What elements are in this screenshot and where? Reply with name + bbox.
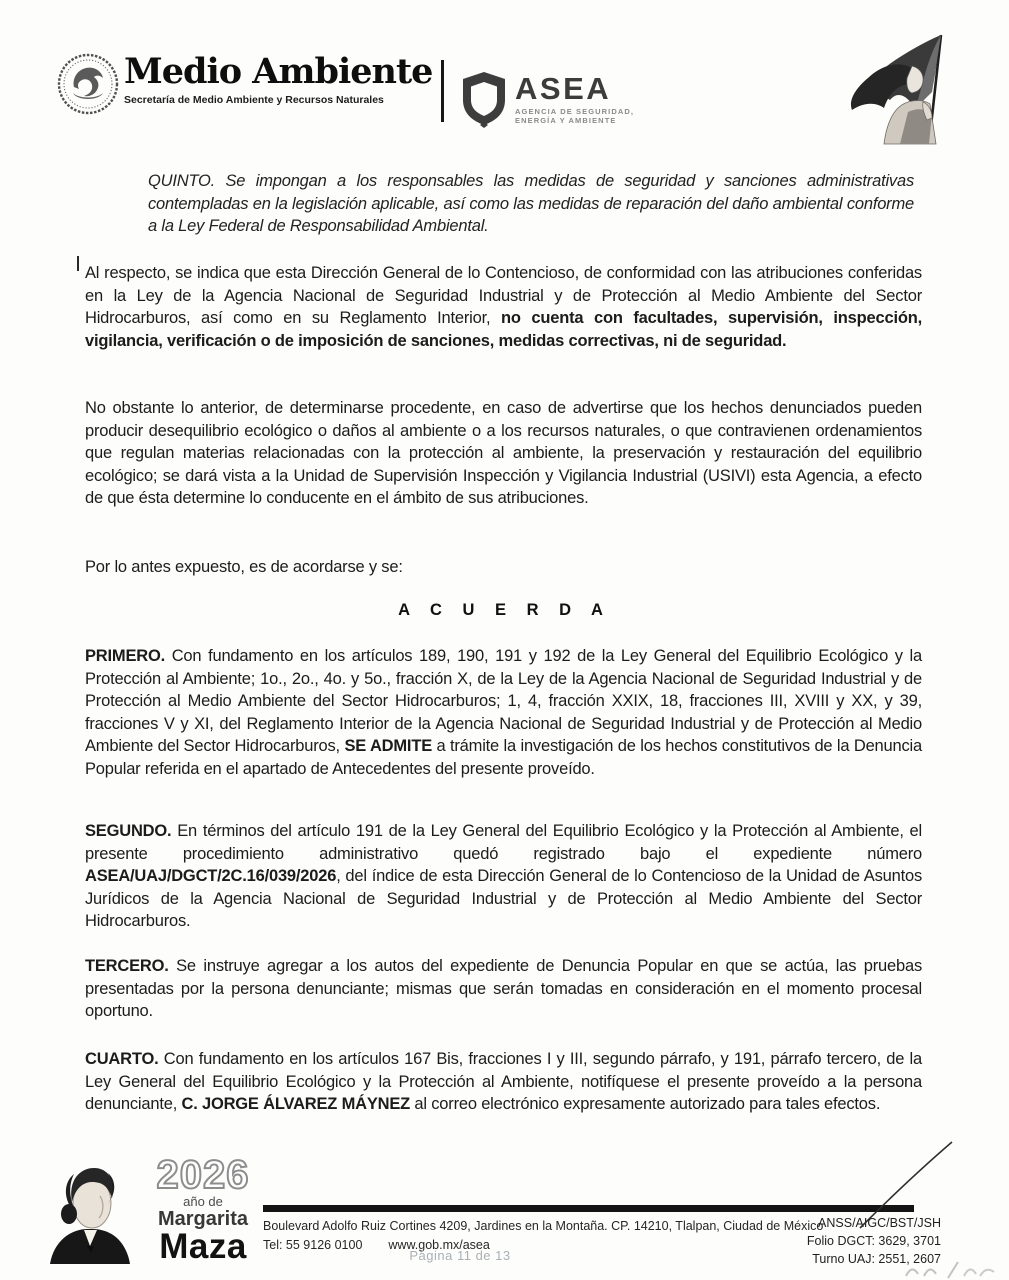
footer-address-line1: Boulevard Adolfo Ruiz Cortines 4209, Jardines en la Montaña. CP. 14210, Tlalpan, Ciudad de México xyxy=(263,1219,824,1233)
text-segment: Con fundamento en los artículos 167 Bis, fracciones I y III, segundo párrafo, y 191, párrafo tercero, de la Ley General del Equilibrio Ecológico y la Protección al Ambiente, notifíquese el presente proveído a la persona denunciante, xyxy=(85,1050,922,1114)
asea-text xyxy=(515,70,634,128)
paragraph-por-lo-expuesto xyxy=(85,556,922,579)
header-divider xyxy=(441,60,444,122)
text-segment: al correo electrónico expresamente autorizado para tales efectos. xyxy=(410,1095,881,1114)
footer-divider-bar xyxy=(263,1205,914,1212)
year-badge-line1: año de xyxy=(183,1194,223,1209)
footer-website: www.gob.mx/asea xyxy=(388,1238,490,1252)
paragraph-tercero xyxy=(85,955,922,1023)
year-badge-text xyxy=(142,1153,264,1266)
brand-title: Medio Ambiente xyxy=(124,51,433,92)
margarita-maza-portrait xyxy=(42,1156,136,1264)
text-segment: Por lo antes expuesto, es de acordarse y se: xyxy=(85,558,403,576)
text-segment-bold: TERCERO. xyxy=(85,957,169,975)
paragraph-quinto xyxy=(148,170,914,238)
paragraph-cuarto xyxy=(85,1048,922,1116)
paragraph-segundo xyxy=(85,820,922,933)
text-segment: QUINTO. Se impongan a los responsables las medidas de seguridad y sanciones administrativas contempladas en la legislación aplicable, así como las medidas de reparación del daño ambiental conforme a la Ley Federal de Responsabilidad Ambiental. xyxy=(148,172,914,236)
flag-bearer-artwork xyxy=(828,30,994,148)
asea-acronym: ASEA xyxy=(515,71,612,106)
signature-stroke xyxy=(848,1138,960,1234)
asea-logo xyxy=(461,70,634,128)
text-segment: Con fundamento en los artículos 189, 190, 191 y 192 de la Ley General del Equilibrio Ecológico y la Protección al Ambiente; 1o., 2o., 4o. y 5o., fracción X, de la Ley de la Agencia Nacional de Seguridad Industrial y de Protección al Medio Ambiente del Sector Hidrocarburos; 1, 4, fracción XXIX, 18, fracciones III, XVIII y XX, y 39, fracciones V y XI, del Reglamento Interior de la Agencia Nacional de Seguridad Industrial y de Protección al Medio Ambiente del Sector Hidrocarburos, xyxy=(85,647,922,756)
text-segment-bold: SE ADMITE xyxy=(344,737,433,756)
text-segment: Se instruye agregar a los autos del expediente de Denuncia Popular en que se actúa, las pruebas presentadas por la persona denunciante; mismas que serán tomadas en consideración en el momento procesal oportuno. xyxy=(85,957,922,1021)
brand-subtitle: Secretaría de Medio Ambiente y Recursos Naturales xyxy=(124,94,384,106)
page-number: Página 11 de 13 xyxy=(409,1248,511,1263)
year-badge-line2: Margarita xyxy=(157,1208,249,1230)
footer-ref-turno: Turno UAJ: 2551, 2607 xyxy=(812,1252,941,1266)
asea-tagline xyxy=(515,107,634,125)
year-badge-year: 2026 xyxy=(156,1153,250,1197)
text-segment-bold: SEGUNDO. xyxy=(85,822,172,840)
asea-tagline-line2: ENERGÍA Y AMBIENTE xyxy=(515,116,617,125)
text-segment: No obstante lo anterior, de determinarse procedente, en caso de advertirse que los hechos denunciados pueden producir desequilibrio ecológico o daños al ambiente o a los recursos naturales, o que contravienen ordenamientos que regulan materias relacionadas con la protección al ambiente, la preservación y restauración del equilibrio ecológico; se dará vista a la Unidad de Supervisión Inspección y Vigilancia Industrial (USIVI) esta Agencia, a efecto de que ésta determine lo conducente en el ámbito de sus atribuciones. xyxy=(85,399,922,508)
coat-of-arms-icon xyxy=(57,53,119,115)
text-segment: Al respecto, se indica que esta Dirección General de lo Contencioso, de conformidad con las atribuciones conferidas en la Ley de la Agencia Nacional de Seguridad Industrial y de Protección al Medio Ambiente del Sector Hidrocarburos, así como en su Reglamento Interior, xyxy=(85,264,922,328)
paragraph-al-respecto xyxy=(85,262,922,352)
footer-ref-folio: Folio DGCT: 3629, 3701 xyxy=(806,1234,941,1248)
text-segment: En términos del artículo 191 de la Ley General del Equilibrio Ecológico y la Protección al Ambiente, el presente procedimiento administrativo quedó registrado bajo el expediente número xyxy=(85,822,922,863)
text-segment-bold: no cuenta con facultades, supervisión, inspección, vigilancia, verificación o de imposición de sanciones, medidas correctivas, ni de seguridad. xyxy=(85,309,922,350)
text-segment-bold: C. JORGE ÁLVAREZ MÁYNEZ xyxy=(181,1095,411,1114)
scan-artifact xyxy=(77,256,79,271)
asea-tagline-line1: AGENCIA DE SEGURIDAD, xyxy=(515,107,635,116)
year-badge-line3: Maza xyxy=(159,1227,247,1266)
text-segment-bold: CUARTO. xyxy=(85,1050,159,1068)
year-badge xyxy=(42,1153,264,1266)
footer-telephone: Tel: 55 9126 0100 xyxy=(263,1238,363,1252)
text-segment: , del índice de esta Dirección General de lo Contencioso de la Unidad de Asuntos Jurídicos de la Agencia Nacional de Seguridad Industrial y de Protección al Medio Ambiente del Sector Hidrocarburos. xyxy=(85,867,922,931)
text-segment: a trámite la investigación de los hechos constitutivos de la Denuncia Popular referida en el apartado de Antecedentes del presente proveído. xyxy=(85,737,922,778)
text-segment-bold: ASEA/UAJ/DGCT/2C.16/039/2026 xyxy=(85,867,337,886)
text-segment-bold: PRIMERO. xyxy=(85,647,165,665)
asea-shield-icon xyxy=(461,70,507,128)
brand-block xyxy=(124,52,454,106)
paragraph-primero xyxy=(85,645,922,781)
footer-ref-initials: ANSS/AIGC/BST/JSH xyxy=(818,1216,941,1230)
paragraph-no-obstante xyxy=(85,397,922,510)
acuerda-heading: A C U E R D A xyxy=(398,601,611,619)
handwritten-mark xyxy=(898,1256,998,1280)
